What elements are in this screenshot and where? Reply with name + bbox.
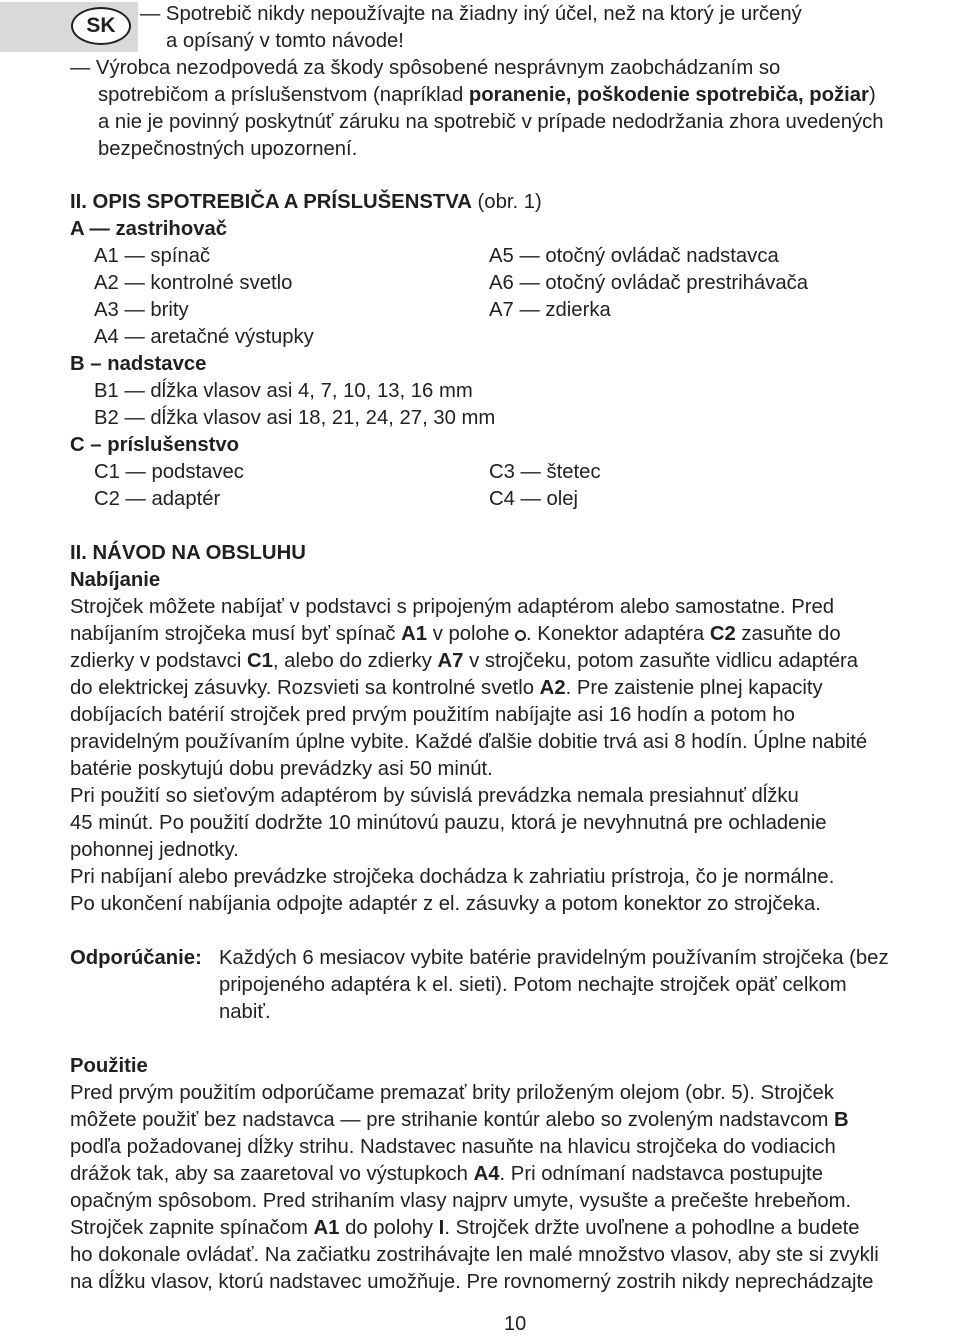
group-heading-c: C – príslušenstvo [70,434,240,456]
paragraph-line: do elektrickej zásuvky. Rozsvieti sa kontrolné svetlo A2. Pre zaistenie plnej kapacity [70,677,823,699]
subheading-usage: Použitie [70,1055,148,1077]
intro-line: spotrebičom a príslušenstvom (napríklad poranenie, poškodenie spotrebiča, požiar) [98,84,876,106]
section-heading: II. NÁVOD NA OBSLUHU [70,542,306,564]
group-heading-a: A — zastrihovač [70,218,228,240]
paragraph-line: dobíjacích batérií strojček pred prvým použitím nabíjajte asi 16 hodín a potom ho [70,704,795,726]
part-item: A7 — zdierka [489,299,611,321]
subheading-charging: Nabíjanie [70,569,161,591]
recommendation-line: Každých 6 mesiacov vybite batérie pravidelným používaním strojčeka (bez [219,947,889,969]
paragraph-line: Strojček môžete nabíjať v podstavci s pripojeným adaptérom alebo samostatne. Pred [70,596,835,618]
group-heading-b: B – nadstavce [70,353,207,375]
paragraph-line: batérie poskytujú dobu prevádzky asi 50 minút. [70,758,493,780]
part-item: B2 — dĺžka vlasov asi 18, 21, 24, 27, 30 mm [94,407,496,429]
part-item: A4 — aretačné výstupky [94,326,314,348]
recommendation-label: Odporúčanie: [70,947,202,969]
page-number: 10 [504,1313,527,1335]
intro-line: a opísaný v tomto návode! [166,30,404,52]
recommendation-line: nabiť. [219,1001,271,1023]
paragraph-line: Pred prvým použitím odporúčame premazať brity priloženým olejom (obr. 5). Strojček [70,1082,834,1104]
paragraph-line: Pri nabíjaní alebo prevádzke strojčeka dochádza k zahriatiu prístroja, čo je normálne. [70,866,835,888]
part-item: A5 — otočný ovládač nadstavca [489,245,779,267]
intro-line: bezpečnostných upozornení. [98,138,358,160]
paragraph-line: 45 minút. Po použití dodržte 10 minútovú pauzu, ktorá je nevyhnutná pre ochladenie [70,812,827,834]
intro-line: — Výrobca nezodpovedá za škody spôsobené nesprávnym zaobchádzaním so [70,57,781,79]
part-item: A3 — brity [94,299,189,321]
intro-line: — Spotrebič nikdy nepoužívajte na žiadny iný účel, než na ktorý je určený [140,3,802,25]
part-item: B1 — dĺžka vlasov asi 4, 7, 10, 13, 16 mm [94,380,473,402]
paragraph-line: opačným spôsobom. Pred strihaním vlasy najprv umyte, vysušte a prečešte hrebeňom. [70,1190,852,1212]
paragraph-line: Po ukončení nabíjania odpojte adaptér z el. zásuvky a potom konektor zo strojčeka. [70,893,821,915]
paragraph-line: na dĺžku vlasov, ktorú nadstavec umožňuje. Pre rovnomerný zostrih nikdy neprechádzajte [70,1271,874,1293]
section-heading: II. OPIS SPOTREBIČA A PRÍSLUŠENSTVA (obr. 1) [70,191,542,213]
part-item: A6 — otočný ovládač prestrihávača [489,272,809,294]
paragraph-line: zdierky v podstavci C1, alebo do zdierky A7 v strojčeku, potom zasuňte vidlicu adaptéra [70,650,859,672]
paragraph-line: ho dokonale ovládať. Na začiatku zostrihávajte len malé množstvo vlasov, aby ste si zvykli [70,1244,879,1266]
recommendation-line: pripojeného adaptéra k el. sieti). Potom nechajte strojček opäť celkom [219,974,847,996]
part-item: A2 — kontrolné svetlo [94,272,293,294]
part-item: C3 — štetec [489,461,601,483]
paragraph-line: podľa požadovanej dĺžky strihu. Nadstavec nasuňte na hlavicu strojčeka do vodiacich [70,1136,836,1158]
paragraph-line: drážok tak, aby sa zaaretoval vo výstupkoch A4. Pri odnímaní nadstavca postupujte [70,1163,824,1185]
paragraph-line: Pri použití so sieťovým adaptérom by súvislá prevádzka nemala presiahnuť dĺžku [70,785,799,807]
part-item: A1 — spínač [94,245,211,267]
part-item: C2 — adaptér [94,488,221,510]
paragraph-line: Strojček zapnite spínačom A1 do polohy I. Strojček držte uvoľnene a pohodlne a budete [70,1217,860,1239]
paragraph-line: pravidelným používaním úplne vybite. Každé ďalšie dobitie trvá asi 8 hodín. Úplne nabité [70,731,868,753]
paragraph-line: môžete použiť bez nadstavca — pre strihanie kontúr alebo so zvoleným nadstavcom B [70,1109,849,1131]
off-position-icon [515,630,526,641]
paragraph-line: pohonnej jednotky. [70,839,239,861]
part-item: C1 — podstavec [94,461,244,483]
part-item: C4 — olej [489,488,579,510]
intro-line: a nie je povinný poskytnúť záruku na spotrebič v prípade nedodržania zhora uvedených [98,111,884,133]
language-badge: SK [71,7,131,45]
paragraph-line: nabíjaním strojčeka musí byť spínač A1 v polohe . Konektor adaptéra C2 zasuňte do [70,623,841,645]
